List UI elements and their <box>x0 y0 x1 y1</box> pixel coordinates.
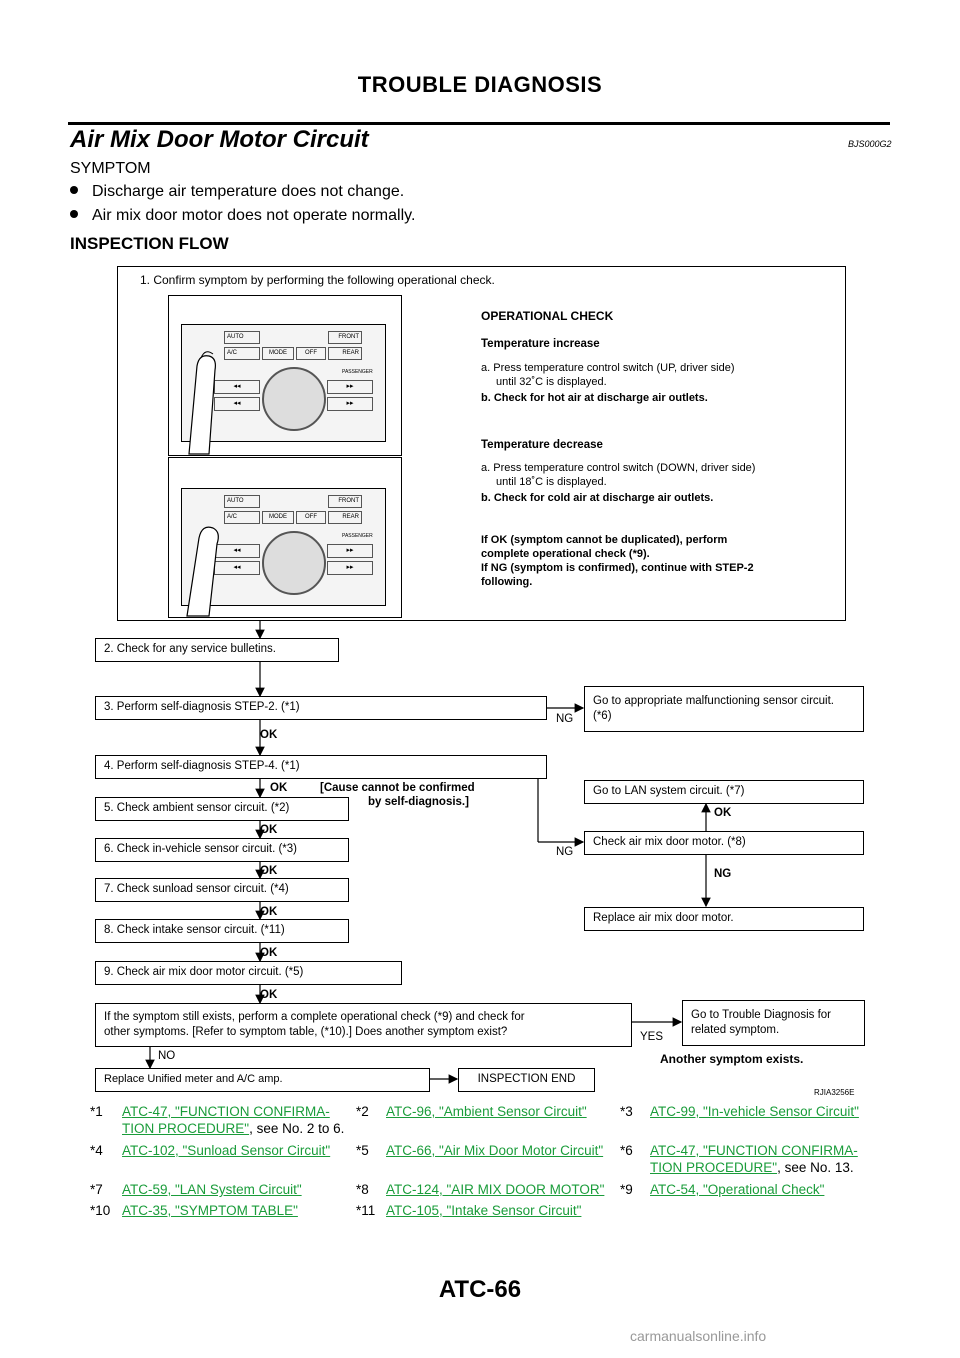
trouble-diagnosis-box: Go to Trouble Diagnosis for related symptom. <box>682 1000 865 1046</box>
footnote-mark: *11 <box>356 1203 376 1218</box>
temp-down-button[interactable]: ▸▸ <box>327 561 373 575</box>
cause-note-line2: by self-diagnosis.] <box>368 796 469 808</box>
replace-unified-box: Replace Unified meter and A/C amp. <box>95 1068 430 1092</box>
rear-defrost-button[interactable]: REAR <box>328 347 362 360</box>
footnote-link[interactable]: TION PROCEDURE", see No. 2 to 6. <box>122 1121 345 1136</box>
footnote-link[interactable]: ATC-96, "Ambient Sensor Circuit" <box>386 1104 587 1119</box>
passenger-label: PASSENGER <box>342 533 373 539</box>
footnote-mark: *9 <box>620 1182 633 1197</box>
footnote-mark: *7 <box>90 1182 103 1197</box>
off-button[interactable]: OFF <box>296 347 326 360</box>
temp-increase-step-b: b. Check for hot air at discharge air outlets. <box>481 392 708 404</box>
no-label: NO <box>158 1050 176 1062</box>
ok-label: OK <box>260 865 278 877</box>
inspection-heading: INSPECTION FLOW <box>70 234 229 253</box>
front-defrost-button[interactable]: FRONT <box>328 331 362 344</box>
footnote-link[interactable]: ATC-54, "Operational Check" <box>650 1182 825 1197</box>
footnote-mark: *2 <box>356 1104 369 1119</box>
ok-label: OK <box>260 729 278 741</box>
ng-label: NG <box>556 713 574 725</box>
finger-pointing-icon <box>169 458 401 617</box>
temp-up-button[interactable]: ◂◂ <box>214 380 260 394</box>
final-question-box <box>95 1003 632 1047</box>
ok-note-line2: complete operational check (*9). <box>481 548 650 560</box>
figure-code: RJIA3256E <box>814 1088 855 1097</box>
temp-up-button[interactable]: ◂◂ <box>214 544 260 558</box>
ok-label: OK <box>260 824 278 836</box>
final-question-line1: If the symptom still exists, perform a complete operational check (*9) and check for <box>104 1011 525 1023</box>
temp-increase-title: Temperature increase <box>481 338 600 350</box>
temp-decrease-step-b: b. Check for cold air at discharge air outlets. <box>481 492 714 504</box>
mode-button[interactable]: MODE <box>262 511 294 524</box>
step5-box: 5. Check ambient sensor circuit. (*2) <box>95 797 349 821</box>
temp-increase-step-a-cont: until 32˚C is displayed. <box>496 376 607 388</box>
footnote-link[interactable]: ATC-99, "In-vehicle Sensor Circuit" <box>650 1104 859 1119</box>
symptom-item: Air mix door motor does not operate normally. <box>70 207 415 225</box>
temp-up-button[interactable]: ▸▸ <box>327 380 373 394</box>
footnote-mark: *5 <box>356 1143 369 1158</box>
auto-button[interactable]: AUTO <box>224 495 260 508</box>
step1-box <box>117 266 846 621</box>
page-header: TROUBLE DIAGNOSIS <box>357 72 603 97</box>
section-title: Air Mix Door Motor Circuit <box>70 126 369 153</box>
step1-label: 1. Confirm symptom by performing the following operational check. <box>140 273 495 287</box>
footnote-mark: *6 <box>620 1143 633 1158</box>
footnote-link[interactable]: ATC-47, "FUNCTION CONFIRMA- <box>122 1104 330 1119</box>
temp-down-button[interactable]: ◂◂ <box>214 561 260 575</box>
ng-note-line2: following. <box>481 576 533 588</box>
ac-button[interactable]: A/C <box>224 511 260 524</box>
section-code: BJS000G2 <box>848 139 892 149</box>
ok-note-line1: If OK (symptom cannot be duplicated), perform <box>481 534 728 546</box>
footnote-link[interactable]: ATC-124, "AIR MIX DOOR MOTOR" <box>386 1182 605 1197</box>
temp-up-button[interactable]: ▸▸ <box>327 544 373 558</box>
another-symptom-label: Another symptom exists. <box>660 1052 804 1066</box>
step7-box: 7. Check sunload sensor circuit. (*4) <box>95 878 349 902</box>
inspection-end-box: INSPECTION END <box>458 1068 595 1092</box>
symptom-heading: SYMPTOM <box>70 160 151 177</box>
cause-note-line1: [Cause cannot be confirmed <box>320 782 475 794</box>
final-question-line2: other symptoms. [Refer to symptom table, (*10).] Does another symptom exist? <box>104 1026 508 1038</box>
malfunction-sensor-box: Go to appropriate malfunctioning sensor circuit. (*6) <box>584 686 864 732</box>
step4-box: 4. Perform self-diagnosis STEP-4. (*1) <box>95 755 547 779</box>
footnote-mark: *10 <box>90 1203 111 1218</box>
ok-label: OK <box>270 782 288 794</box>
yes-label: YES <box>640 1031 664 1043</box>
temp-down-button[interactable]: ▸▸ <box>327 397 373 411</box>
temp-increase-step-a: a. Press temperature control switch (UP, driver side) <box>481 362 735 374</box>
footnote-mark: *8 <box>356 1182 369 1197</box>
watermark: carmanualsonline.info <box>630 1328 767 1344</box>
ng-note-line1: If NG (symptom is confirmed), continue with STEP-2 <box>481 562 754 574</box>
front-defrost-button[interactable]: FRONT <box>328 495 362 508</box>
step9-box: 9. Check air mix door motor circuit. (*5) <box>95 961 402 985</box>
step2-box: 2. Check for any service bulletins. <box>95 638 339 662</box>
off-button[interactable]: OFF <box>296 511 326 524</box>
control-panel-illustration-decrease <box>168 457 402 618</box>
temp-decrease-title: Temperature decrease <box>481 439 603 451</box>
step6-box: 6. Check in-vehicle sensor circuit. (*3) <box>95 838 349 862</box>
footnote-link[interactable]: ATC-59, "LAN System Circuit" <box>122 1182 302 1197</box>
symptom-item: Discharge air temperature does not change. <box>70 183 404 201</box>
ok-label: OK <box>714 807 732 819</box>
ok-label: OK <box>260 947 278 959</box>
ac-button[interactable]: A/C <box>224 347 260 360</box>
footnote-link[interactable]: ATC-105, "Intake Sensor Circuit" <box>386 1203 582 1218</box>
check-motor-box: Check air mix door motor. (*8) <box>584 831 864 855</box>
temp-decrease-step-a-cont: until 18˚C is displayed. <box>496 476 607 488</box>
passenger-label: PASSENGER <box>342 369 373 375</box>
op-check-title: OPERATIONAL CHECK <box>481 309 614 323</box>
auto-button[interactable]: AUTO <box>224 331 260 344</box>
ng-label: NG <box>714 868 732 880</box>
rear-defrost-button[interactable]: REAR <box>328 511 362 524</box>
page-number: ATC-66 <box>438 1276 522 1303</box>
footnote-mark: *3 <box>620 1104 633 1119</box>
footnote-link[interactable]: ATC-66, "Air Mix Door Motor Circuit" <box>386 1143 604 1158</box>
mode-button[interactable]: MODE <box>262 347 294 360</box>
temp-decrease-step-a: a. Press temperature control switch (DOWN, driver side) <box>481 462 756 474</box>
step8-box: 8. Check intake sensor circuit. (*11) <box>95 919 349 943</box>
finger-pointing-icon <box>169 296 401 455</box>
footnote-link[interactable]: TION PROCEDURE", see No. 13. <box>650 1160 854 1175</box>
footnote-link[interactable]: ATC-102, "Sunload Sensor Circuit" <box>122 1143 331 1158</box>
footnote-link[interactable]: ATC-35, "SYMPTOM TABLE" <box>122 1203 298 1218</box>
ng-label: NG <box>556 846 574 858</box>
control-panel-illustration-increase <box>168 295 402 456</box>
ok-label: OK <box>260 989 278 1001</box>
ok-label: OK <box>260 906 278 918</box>
footnote-mark: *1 <box>90 1104 103 1119</box>
lan-system-box: Go to LAN system circuit. (*7) <box>584 780 864 804</box>
step3-box: 3. Perform self-diagnosis STEP-2. (*1) <box>95 696 547 720</box>
footnote-link[interactable]: ATC-47, "FUNCTION CONFIRMA- <box>650 1143 858 1158</box>
temp-down-button[interactable]: ◂◂ <box>214 397 260 411</box>
replace-motor-box: Replace air mix door motor. <box>584 907 864 931</box>
footnote-mark: *4 <box>90 1143 103 1158</box>
